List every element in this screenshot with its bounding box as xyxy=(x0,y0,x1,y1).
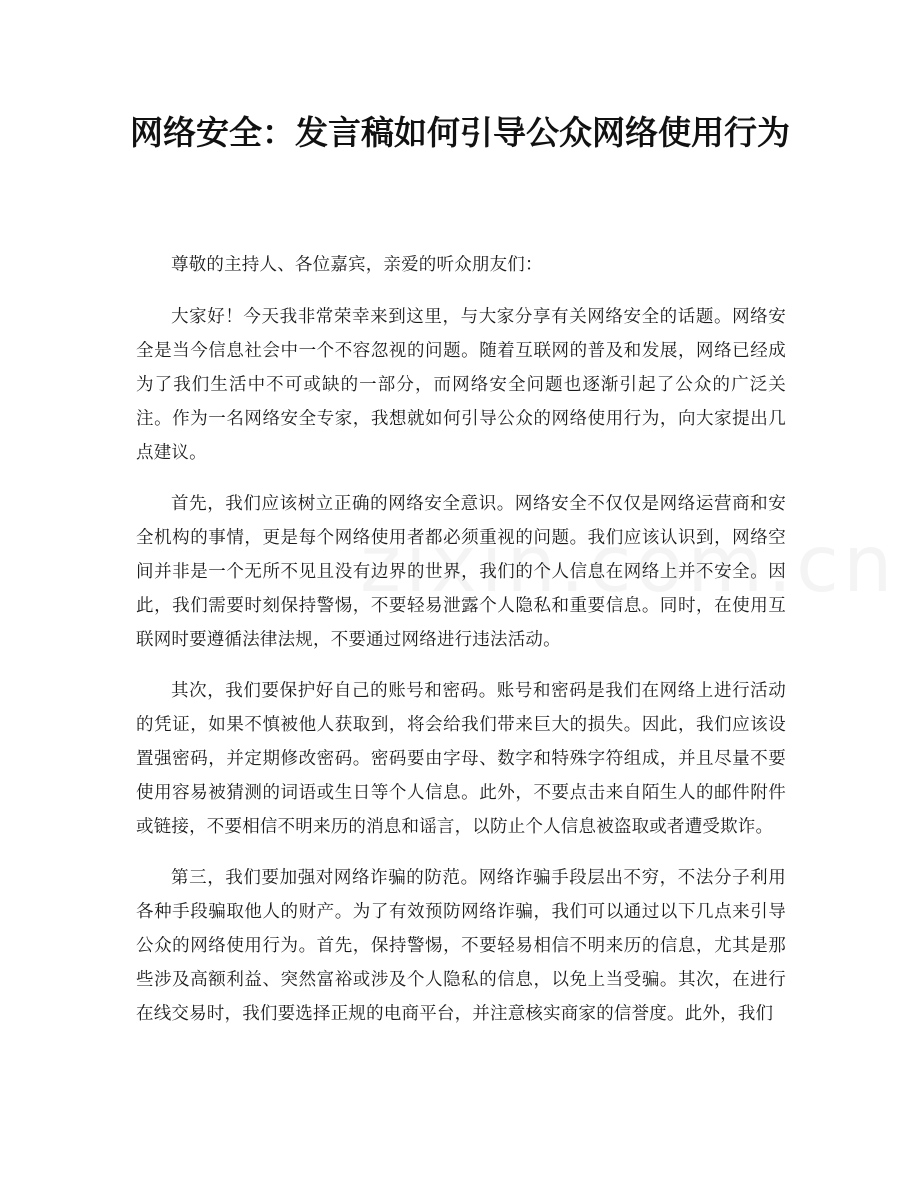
second-point-paragraph: 其次，我们要保护好自己的账号和密码。账号和密码是我们在网络上进行活动的凭证，如果不慎被他人获取到，将会给我们带来巨大的损失。因此，我们应该设置强密码，并定期修改密码。密码要由字母、数字和特殊字符组成，并且尽量不要使用容易被猜测的词语或生日等个人信息。此外，不要点击来自陌生人的邮件附件或链接，不要相信不明来历的消息和谣言，以防止个人信息被盗取或者遭受欺诈。 xyxy=(136,681,786,837)
first-point-paragraph: 首先，我们应该树立正确的网络安全意识。网络安全不仅仅是网络运营商和安全机构的事情，更是每个网络使用者都必须重视的问题。我们应该认识到，网络空间并非是一个无所不见且没有边界的世界，我们的个人信息在网络上并不安全。因此，我们需要时刻保持警惕，不要轻易泄露个人隐私和重要信息。同时，在使用互联网时要遵循法律法规，不要通过网络进行违法活动。 xyxy=(136,494,786,650)
intro-paragraph: 大家好！今天我非常荣幸来到这里，与大家分享有关网络安全的话题。网络安全是当今信息社会中一个不容忽视的问题。随着互联网的普及和发展，网络已经成为了我们生活中不可或缺的一部分，而网络安全问题也逐渐引起了公众的广泛关注。作为一名网络安全专家，我想就如何引导公众的网络使用行为，向大家提出几点建议。 xyxy=(136,307,786,463)
greeting-paragraph: 尊敬的主持人、各位嘉宾，亲爱的听众朋友们： xyxy=(171,255,543,275)
document-title: 网络安全：发言稿如何引导公众网络使用行为 xyxy=(130,113,790,152)
third-point-paragraph: 第三，我们要加强对网络诈骗的防范。网络诈骗手段层出不穷，不法分子利用各种手段骗取他人的财产。为了有效预防网络诈骗，我们可以通过以下几点来引导公众的网络使用行为。首先，保持警惕，不要轻易相信不明来历的信息，尤其是那些涉及高额利益、突然富裕或涉及个人隐私的信息，以免上当受骗。其次，在进行在线交易时，我们要选择正规的电商平台，并注意核实商家的信誉度。此外，我们 xyxy=(136,868,786,1024)
document-body xyxy=(136,248,786,1048)
